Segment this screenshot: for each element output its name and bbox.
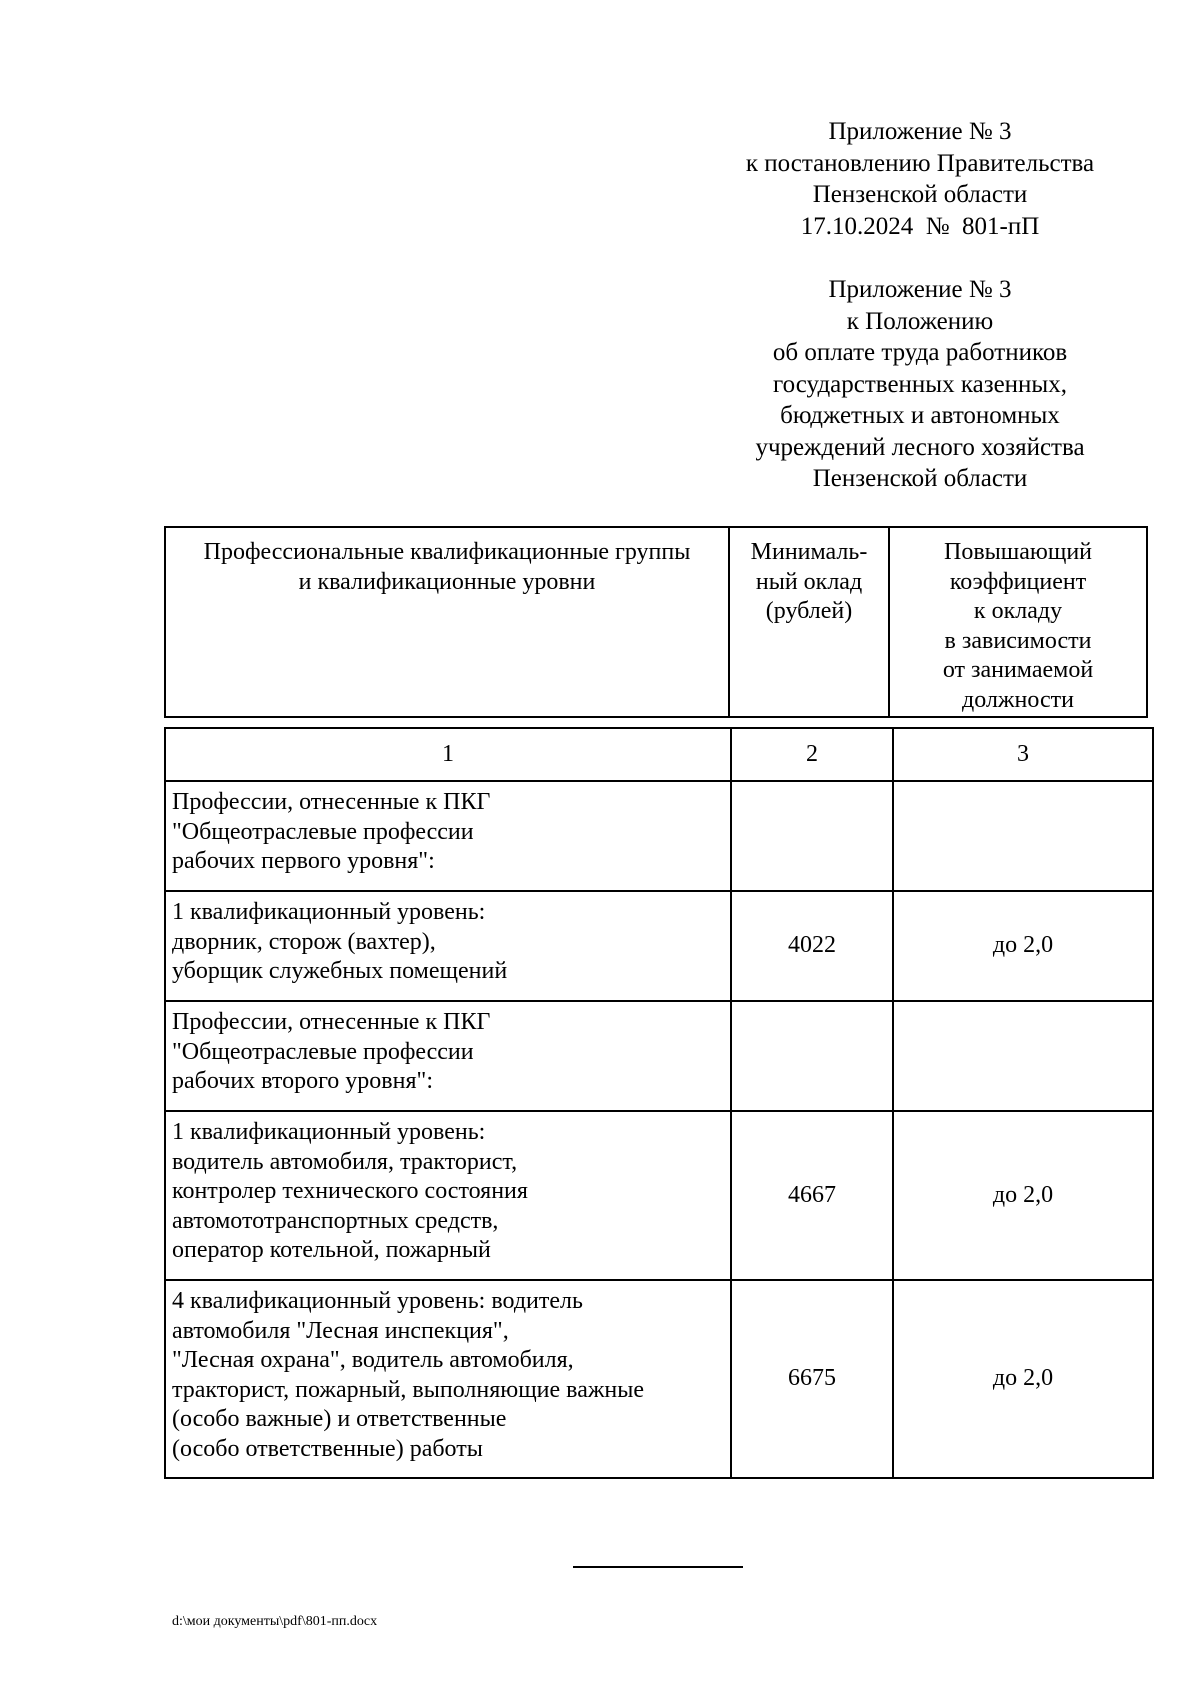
appendix-line: к постановлению Правительства bbox=[745, 149, 1095, 177]
row-salary: 6675 bbox=[731, 1280, 893, 1478]
column-numbers-row bbox=[165, 728, 1153, 781]
row-description: Профессии, отнесенные к ПКГ "Общеотраслевые профессии рабочих первого уровня": bbox=[165, 781, 731, 891]
table-row bbox=[165, 781, 1153, 891]
appendix-line: Пензенской области bbox=[812, 465, 1028, 492]
row-salary: 4667 bbox=[731, 1111, 893, 1280]
appendix-line: государственных казенных, bbox=[773, 370, 1067, 398]
row-salary bbox=[731, 781, 893, 891]
appendix-date-number: 17.10.2024 № 801-пП bbox=[800, 212, 1040, 240]
appendix-line: к Положению bbox=[846, 307, 994, 335]
row-description: Профессии, отнесенные к ПКГ "Общеотраслевые профессии рабочих второго уровня": bbox=[165, 1001, 731, 1111]
column-number: 3 bbox=[893, 728, 1153, 781]
appendix-line: Приложение № 3 bbox=[828, 118, 1012, 145]
row-salary bbox=[731, 1001, 893, 1111]
row-coefficient bbox=[893, 1001, 1153, 1111]
table-row bbox=[165, 1111, 1153, 1280]
column-number: 2 bbox=[731, 728, 893, 781]
appendix-line: бюджетных и автономных bbox=[780, 402, 1060, 429]
row-coefficient: до 2,0 bbox=[893, 1111, 1153, 1280]
footer-divider bbox=[573, 1566, 743, 1568]
row-coefficient bbox=[893, 781, 1153, 891]
appendix-header-top bbox=[700, 116, 1140, 242]
appendix-line: об оплате труда работников bbox=[772, 339, 1068, 366]
table-row bbox=[165, 891, 1153, 1001]
footer-file-path: d:\мои документы\pdf\801-пп.docx bbox=[172, 1614, 378, 1629]
salary-table-body bbox=[164, 727, 1154, 1479]
row-description: 1 квалификационный уровень: дворник, сторож (вахтер), уборщик служебных помещений bbox=[165, 891, 731, 1001]
appendix-line: учреждений лесного хозяйства bbox=[755, 433, 1085, 461]
salary-table-header bbox=[164, 526, 1148, 718]
appendix-line: Приложение № 3 bbox=[828, 276, 1012, 303]
table-header-row bbox=[165, 527, 1147, 717]
row-description: 4 квалификационный уровень: водитель автомобиля "Лесная инспекция", "Лесная охрана", водитель автомобиля, тракторист, пожарный, выполняющие важные (особо важные) и ответственные (особо ответственные) работы bbox=[165, 1280, 731, 1478]
header-groups-levels: Профессиональные квалификационные группы и квалификационные уровни bbox=[165, 527, 729, 717]
column-number: 1 bbox=[165, 728, 731, 781]
row-coefficient: до 2,0 bbox=[893, 1280, 1153, 1478]
row-coefficient: до 2,0 bbox=[893, 891, 1153, 1001]
row-description: 1 квалификационный уровень: водитель автомобиля, тракторист, контролер технического состояния автомототранспортных средств, оператор котельной, пожарный bbox=[165, 1111, 731, 1280]
header-min-salary: Минималь- ный оклад (рублей) bbox=[729, 527, 889, 717]
table-row bbox=[165, 1280, 1153, 1478]
table-row bbox=[165, 1001, 1153, 1111]
appendix-header-sub bbox=[700, 274, 1140, 495]
row-salary: 4022 bbox=[731, 891, 893, 1001]
header-coefficient: Повышающий коэффициент к окладу в зависимости от занимаемой должности bbox=[889, 527, 1147, 717]
appendix-line: Пензенской области bbox=[812, 181, 1028, 208]
